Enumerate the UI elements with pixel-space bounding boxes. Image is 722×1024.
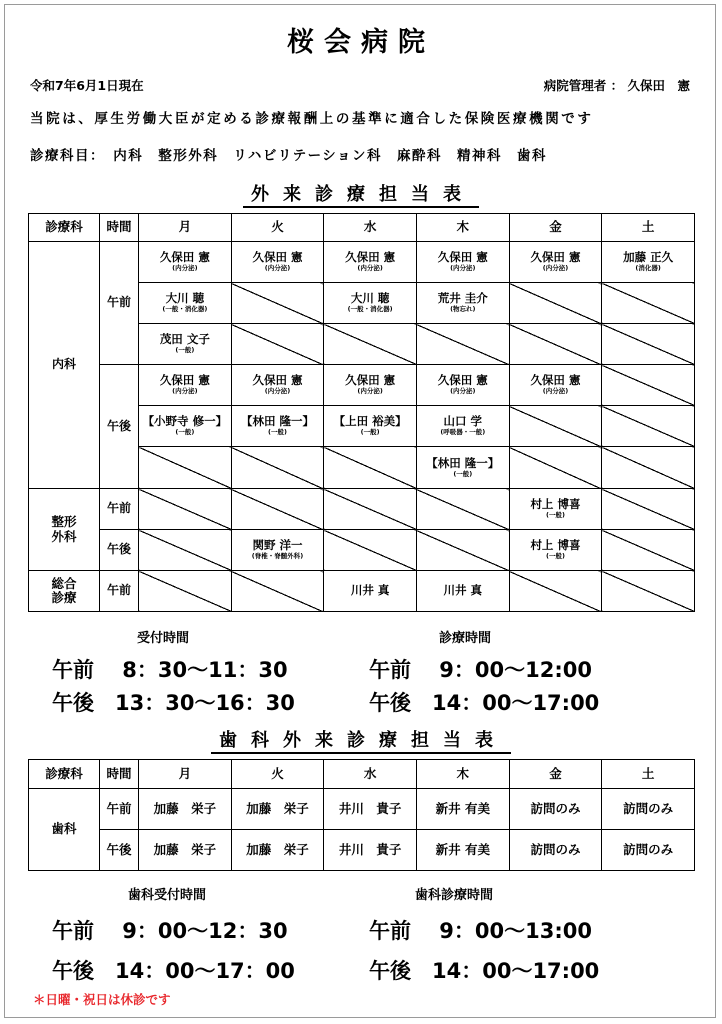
dental-reception-hours-pm: 午後 14：00～17：00: [52, 959, 295, 983]
day-header: 木: [416, 214, 509, 242]
dept-orthopedics-label: 整形外科: [51, 514, 77, 544]
doctor-specialty: (一般): [453, 469, 473, 478]
consult-hours-title: 診療時間: [439, 631, 492, 646]
doctor-cell: [509, 242, 602, 283]
dept-general-label: 総合診療: [51, 575, 77, 605]
dept-orthopedics: [29, 489, 100, 571]
doctor-specialty: (一般): [360, 428, 380, 437]
doctor-cell: [324, 571, 417, 612]
doctor-specialty: (一般・消化器): [162, 305, 208, 314]
reception-hours-am: 午前 8：30～11：30: [52, 658, 288, 682]
doctor-specialty: (内分泌): [357, 387, 383, 396]
dental-consult-hours-title: 歯科診療時間: [415, 888, 494, 903]
empty-slot: [231, 324, 324, 365]
doctor-name: 久保田 憲: [252, 373, 303, 388]
day-header: 火: [231, 214, 324, 242]
doctor-specialty: (内分泌): [172, 387, 198, 396]
empty-slot: [139, 530, 232, 571]
doctor-name: 久保田 憲: [530, 373, 581, 388]
empty-slot: [231, 447, 324, 489]
doctor-name: 久保田 憲: [530, 250, 581, 265]
empty-slot: [509, 406, 602, 447]
doctor-name: 【上田 裕美】: [333, 414, 407, 429]
doctor-cell: [416, 365, 509, 406]
dental-schedule-table: [28, 759, 695, 871]
doctor-specialty: (内分泌): [357, 264, 383, 273]
doctor-cell: [509, 489, 602, 530]
dentist-cell: 加藤 栄子: [231, 830, 324, 871]
doctor-cell: [139, 365, 232, 406]
empty-slot: [602, 571, 695, 612]
doctor-cell: [416, 447, 509, 489]
hospital-manager: 病院管理者 ： 久保田 憲: [543, 78, 690, 93]
dentist-cell: 新井 有美: [416, 830, 509, 871]
outpatient-table-title: 外来診療担当表: [243, 184, 479, 208]
doctor-cell: [602, 242, 695, 283]
empty-slot: [602, 324, 695, 365]
doctor-specialty: (物忘れ): [450, 305, 476, 314]
day-header: 月: [139, 214, 232, 242]
dentist-cell: 訪問のみ: [602, 830, 695, 871]
doctor-name: 荒井 圭介: [437, 291, 488, 306]
doctor-cell: [416, 283, 509, 324]
col-header-dept: 診療科: [29, 214, 100, 242]
doctor-name: 【林田 隆一】: [426, 455, 500, 470]
session-am: 午前: [100, 789, 139, 830]
doctor-cell: [139, 283, 232, 324]
doctor-specialty: (内分泌): [542, 387, 569, 396]
doctor-specialty: (内分泌): [542, 264, 569, 273]
doctor-specialty: (一般・消化器): [347, 305, 393, 314]
day-header: 水: [324, 214, 417, 242]
doctor-name: 久保田 憲: [345, 250, 396, 265]
dentist-cell: 加藤 栄子: [139, 830, 232, 871]
empty-slot: [231, 571, 324, 612]
session-pm: 午後: [100, 365, 139, 489]
doctor-specialty: (内分泌): [264, 264, 291, 273]
doctor-name: 大川 聴: [350, 291, 390, 306]
empty-slot: [509, 447, 602, 489]
session-pm: 午後: [100, 830, 139, 871]
doctor-cell: [231, 406, 324, 447]
day-header: 木: [416, 760, 509, 789]
col-header-time: 時間: [100, 214, 139, 242]
day-header: 土: [602, 760, 695, 789]
empty-slot: [602, 283, 695, 324]
empty-slot: [324, 489, 417, 530]
doctor-name: 久保田 憲: [159, 250, 210, 265]
empty-slot: [139, 571, 232, 612]
doctor-name: 村上 博喜: [530, 538, 581, 553]
empty-slot: [231, 283, 324, 324]
doctor-cell: [324, 406, 417, 447]
empty-slot: [509, 571, 602, 612]
doctor-name: 久保田 憲: [437, 250, 488, 265]
empty-slot: [509, 283, 602, 324]
doctor-specialty: (消化器): [635, 264, 661, 273]
day-header: 土: [602, 214, 695, 242]
empty-slot: [509, 324, 602, 365]
doctor-specialty: (一般): [545, 511, 565, 520]
doctor-name: 【小野寺 修一】: [142, 414, 228, 429]
insurance-notice: 当院は、厚生労働大臣が定める診療報酬上の基準に適合した保険医療機関です: [30, 111, 594, 127]
day-header: 月: [139, 760, 232, 789]
consult-hours-pm: 午後 14：00～17:00: [369, 691, 600, 715]
doctor-name: 加藤 正久: [623, 250, 674, 265]
col-header-time: 時間: [100, 760, 139, 789]
day-header: 火: [231, 760, 324, 789]
doctor-name: 関野 洋一: [252, 538, 303, 553]
doctor-specialty: (一般): [175, 346, 195, 355]
empty-slot: [602, 365, 695, 406]
doctor-specialty: (内分泌): [450, 264, 476, 273]
doctor-cell: [509, 365, 602, 406]
doctor-specialty: (内分泌): [172, 264, 198, 273]
empty-slot: [416, 324, 509, 365]
doctor-specialty: (内分泌): [450, 387, 476, 396]
session-pm: 午後: [100, 530, 139, 571]
doctor-name: 村上 博喜: [530, 497, 581, 512]
dentist-cell: 加藤 栄子: [231, 789, 324, 830]
doctor-name: 大川 聴: [165, 291, 205, 306]
doctor-cell: [324, 283, 417, 324]
empty-slot: [139, 447, 232, 489]
doctor-cell: [416, 242, 509, 283]
doctor-specialty: (呼吸器・一般): [440, 428, 486, 437]
empty-slot: [602, 447, 695, 489]
empty-slot: [324, 530, 417, 571]
empty-slot: [602, 489, 695, 530]
as-of-date: 令和7年6月1日現在: [30, 78, 144, 93]
doctor-name: 【林田 隆一】: [240, 414, 314, 429]
doctor-specialty: (内分泌): [264, 387, 291, 396]
doctor-cell: [231, 242, 324, 283]
empty-slot: [324, 324, 417, 365]
dental-consult-hours-pm: 午後 14：00～17:00: [369, 959, 600, 983]
empty-slot: [324, 447, 417, 489]
empty-slot: [416, 530, 509, 571]
dentist-cell: 井川 貴子: [324, 830, 417, 871]
doctor-cell: [139, 242, 232, 283]
doctor-name: 川井 真: [443, 583, 483, 598]
col-header-dept: 診療科: [29, 760, 100, 789]
doctor-specialty: (一般): [175, 428, 195, 437]
doctor-cell: [139, 406, 232, 447]
session-am: 午前: [100, 571, 139, 612]
doctor-cell: [231, 365, 324, 406]
reception-hours-title: 受付時間: [137, 631, 190, 646]
doctor-cell: [139, 324, 232, 365]
day-header: 金: [509, 214, 602, 242]
doctor-specialty: (脊椎・脊髄外科): [251, 552, 304, 561]
consult-hours-am: 午前 9：00～12:00: [369, 658, 592, 682]
doctor-name: 久保田 憲: [345, 373, 396, 388]
doctor-cell: [231, 530, 324, 571]
doctor-name: 川井 真: [350, 583, 390, 598]
outpatient-schedule-table: [28, 213, 695, 612]
dental-consult-hours-am: 午前 9：00～13:00: [369, 919, 592, 943]
doctor-name: 久保田 憲: [159, 373, 210, 388]
hospital-title: 桜会病院: [287, 27, 435, 58]
doctor-specialty: (一般): [545, 552, 565, 561]
empty-slot: [139, 489, 232, 530]
doctor-cell: [324, 242, 417, 283]
doctor-name: 久保田 憲: [252, 250, 303, 265]
dentist-cell: 訪問のみ: [509, 789, 602, 830]
session-am: 午前: [100, 489, 139, 530]
dept-dental: 歯科: [29, 789, 100, 871]
empty-slot: [602, 406, 695, 447]
doctor-cell: [416, 406, 509, 447]
empty-slot: [231, 489, 324, 530]
dentist-cell: 訪問のみ: [602, 789, 695, 830]
empty-slot: [602, 530, 695, 571]
day-header: 水: [324, 760, 417, 789]
doctor-cell: [509, 530, 602, 571]
doctor-name: 山口 学: [443, 414, 483, 429]
session-am: 午前: [100, 242, 139, 365]
dental-reception-hours-am: 午前 9：00～12：30: [52, 919, 288, 943]
dentist-cell: 新井 有美: [416, 789, 509, 830]
doctor-name: 久保田 憲: [437, 373, 488, 388]
doctor-name: 茂田 文子: [159, 332, 210, 347]
doctor-cell: [324, 365, 417, 406]
dentist-cell: 井川 貴子: [324, 789, 417, 830]
dept-general: [29, 571, 100, 612]
departments-list: 診療科目： 内科 整形外科 リハビリテーション科 麻酔科 精神科 歯科: [30, 148, 548, 164]
closed-days-note: ＊日曜・祝日は休診です: [33, 992, 171, 1007]
day-header: 金: [509, 760, 602, 789]
dental-reception-hours-title: 歯科受付時間: [128, 888, 207, 903]
dentist-cell: 加藤 栄子: [139, 789, 232, 830]
dept-naika: 内科: [29, 242, 100, 489]
doctor-specialty: (一般): [268, 428, 287, 437]
empty-slot: [416, 489, 509, 530]
dentist-cell: 訪問のみ: [509, 830, 602, 871]
dental-table-title: 歯科外来診療担当表: [211, 730, 511, 754]
reception-hours-pm: 午後 13：30～16：30: [52, 691, 295, 715]
doctor-cell: [416, 571, 509, 612]
